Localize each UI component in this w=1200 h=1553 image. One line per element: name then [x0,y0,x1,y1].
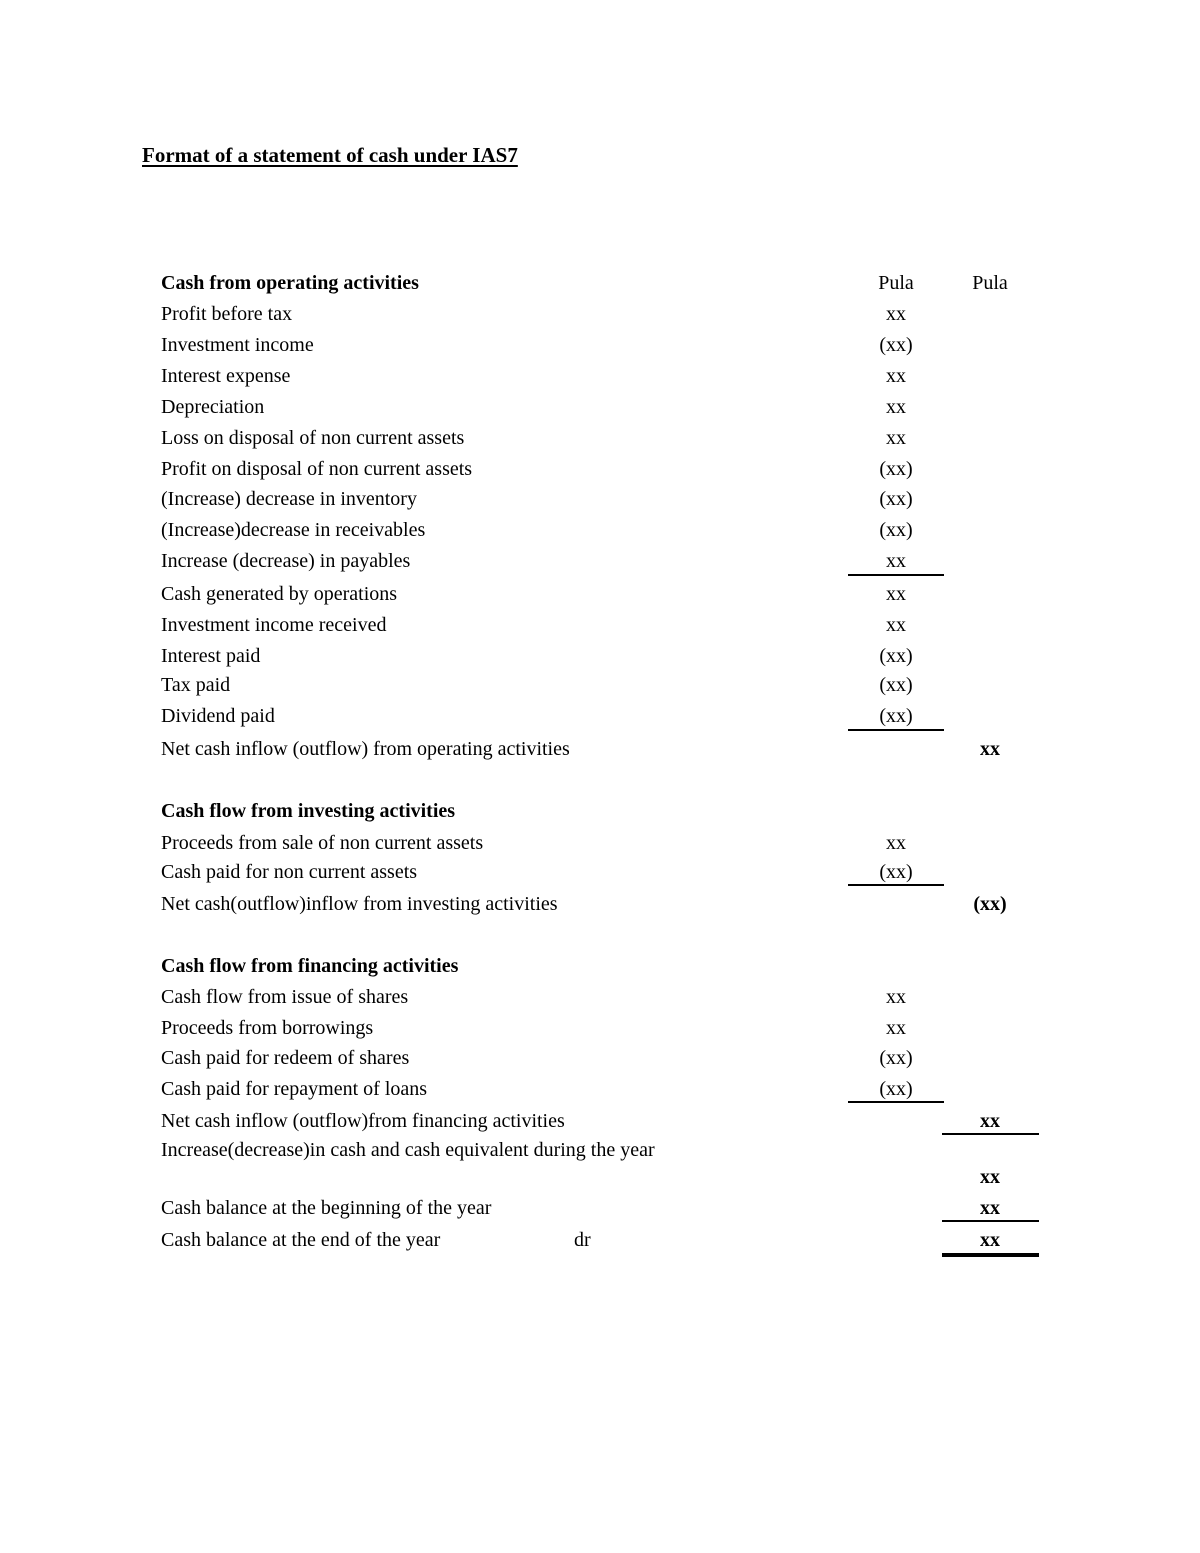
row-label: Interest expense [161,365,291,387]
row-amount: (xx) [879,1078,913,1100]
investing-heading-row [0,796,1200,827]
row-amount: (xx) [879,1047,913,1069]
row-label: Proceeds from borrowings [161,1017,374,1039]
investing-net-label: Net cash(outflow)inflow from investing activities [161,893,558,915]
row-amount: (xx) [879,519,913,541]
statement-row [0,641,1200,672]
row-label: (Increase) decrease in inventory [161,488,417,510]
closing-balance-value: xx [980,1229,1000,1251]
subtotal-rule [848,884,944,886]
grand-total-double-rule [942,1253,1039,1257]
row-label: Loss on disposal of non current assets [161,427,465,449]
closing-balance-label: Cash balance at the end of the year [161,1229,441,1251]
statement-row [0,546,1200,577]
operating-net-row [0,734,1200,765]
row-label: Investment income received [161,614,387,636]
statement-row [0,982,1200,1013]
row-amount: (xx) [879,334,913,356]
statement-row [0,670,1200,701]
row-label: Interest paid [161,645,261,667]
total-rule [942,1220,1039,1222]
statement-row [0,1043,1200,1074]
row-amount: (xx) [879,705,913,727]
statement-row [0,423,1200,454]
investing-heading: Cash flow from investing activities [161,800,456,822]
investing-net-row [0,889,1200,920]
closing-balance-note: dr [574,1229,591,1251]
row-label: Increase (decrease) in payables [161,550,411,572]
row-amount: xx [886,832,906,854]
document-title: Format of a statement of cash under IAS7 [142,143,518,167]
cash-change-row [0,1137,1200,1193]
subtotal-rule [848,1101,944,1103]
statement-row [0,361,1200,392]
row-amount: (xx) [879,458,913,480]
statement-row [0,857,1200,888]
financing-net-value: xx [980,1110,1000,1132]
row-amount: (xx) [879,674,913,696]
statement-row [0,392,1200,423]
row-amount: xx [886,396,906,418]
statement-row [0,828,1200,859]
statement-row [0,299,1200,330]
row-amount: xx [886,550,906,572]
row-label: Dividend paid [161,705,275,727]
opening-balance-value: xx [980,1197,1000,1219]
row-amount: (xx) [879,488,913,510]
row-amount: (xx) [879,861,913,883]
column-header-pula-2: Pula [972,272,1008,294]
operating-heading-row [0,268,1200,299]
row-label: (Increase)decrease in receivables [161,519,426,541]
row-label: Investment income [161,334,314,356]
row-amount: xx [886,365,906,387]
statement-row [0,610,1200,641]
operating-net-value: xx [980,738,1000,760]
opening-balance-label: Cash balance at the beginning of the year [161,1197,492,1219]
statement-row [0,515,1200,546]
statement-row [0,1013,1200,1044]
statement-row [0,701,1200,732]
operating-heading: Cash from operating activities [161,272,419,294]
row-amount: xx [886,303,906,325]
subtotal-rule [848,574,944,576]
operating-net-label: Net cash inflow (outflow) from operating activities [161,738,570,760]
row-label: Profit before tax [161,303,293,325]
row-amount: (xx) [879,645,913,667]
cash-change-value: xx [980,1166,1000,1188]
column-header-pula-1: Pula [878,272,914,294]
row-amount: xx [886,1017,906,1039]
total-rule [942,1133,1039,1135]
financing-heading: Cash flow from financing activities [161,955,459,977]
row-amount: xx [886,583,906,605]
cash-change-label: Increase(decrease)in cash and cash equivalent during the year [161,1139,655,1161]
investing-net-value: (xx) [973,893,1007,915]
row-label: Tax paid [161,674,231,696]
row-label: Cash paid for non current assets [161,861,418,883]
statement-row [0,1074,1200,1105]
row-amount: xx [886,986,906,1008]
statement-row [0,579,1200,610]
row-label: Cash paid for repayment of loans [161,1078,428,1100]
row-label: Cash generated by operations [161,583,398,605]
subtotal-rule [848,729,944,731]
row-label: Proceeds from sale of non current assets [161,832,484,854]
financing-heading-row [0,951,1200,982]
row-amount: xx [886,614,906,636]
financing-net-label: Net cash inflow (outflow)from financing activities [161,1110,565,1132]
statement-row [0,330,1200,361]
closing-balance-row [0,1225,1200,1256]
row-label: Cash flow from issue of shares [161,986,409,1008]
row-label: Profit on disposal of non current assets [161,458,473,480]
row-label: Cash paid for redeem of shares [161,1047,410,1069]
statement-row [0,454,1200,485]
row-amount: xx [886,427,906,449]
statement-row [0,484,1200,515]
row-label: Depreciation [161,396,265,418]
